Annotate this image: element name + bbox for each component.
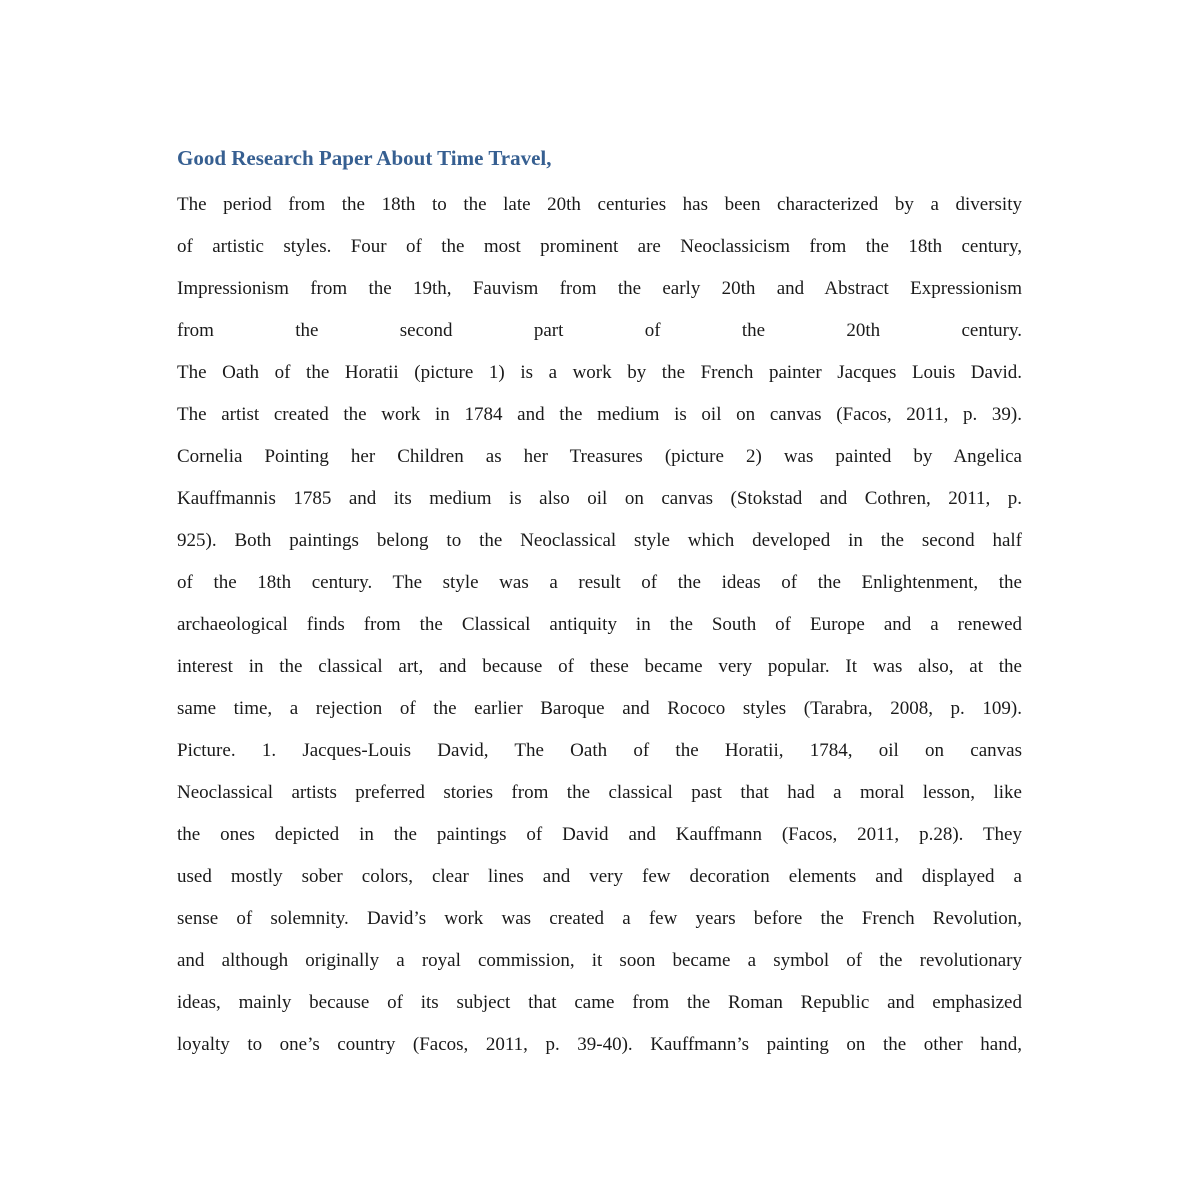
text-line: of artistic styles. Four of the most prominent are Neoclassicism from the 18th century, <box>177 236 1022 257</box>
text-line: Impressionism from the 19th, Fauvism from the early 20th and Abstract Expressionism <box>177 278 1022 299</box>
text-line: from the second part of the 20th century. <box>177 320 1022 341</box>
text-line: sense of solemnity. David’s work was created a few years before the French Revolution, <box>177 908 1022 929</box>
text-line: The Oath of the Horatii (picture 1) is a work by the French painter Jacques Louis David. <box>177 362 1022 383</box>
text-line: Cornelia Pointing her Children as her Treasures (picture 2) was painted by Angelica <box>177 446 1022 467</box>
text-line: Neoclassical artists preferred stories from the classical past that had a moral lesson, like <box>177 782 1022 803</box>
text-line: of the 18th century. The style was a result of the ideas of the Enlightenment, the <box>177 572 1022 593</box>
figure-caption: Picture. 1. Jacques-Louis David, The Oath of the Horatii, 1784, oil on canvas <box>177 740 1022 761</box>
document-title: Good Research Paper About Time Travel, <box>177 146 552 170</box>
text-line: the ones depicted in the paintings of David and Kauffmann (Facos, 2011, p.28). They <box>177 824 1022 845</box>
text-line: archaeological finds from the Classical antiquity in the South of Europe and a renewed <box>177 614 1022 635</box>
text-line: loyalty to one’s country (Facos, 2011, p. 39-40). Kauffmann’s painting on the other hand, <box>177 1034 1022 1055</box>
text-line: interest in the classical art, and because of these became very popular. It was also, at the <box>177 656 1022 677</box>
body-text <box>177 184 1022 1066</box>
text-line: 925). Both paintings belong to the Neoclassical style which developed in the second half <box>177 530 1022 551</box>
text-line: used mostly sober colors, clear lines and very few decoration elements and displayed a <box>177 866 1022 887</box>
text-line: same time, a rejection of the earlier Baroque and Rococo styles (Tarabra, 2008, p. 109). <box>177 698 1022 719</box>
text-line: Kauffmannis 1785 and its medium is also oil on canvas (Stokstad and Cothren, 2011, p. <box>177 488 1022 509</box>
text-line: ideas, mainly because of its subject that came from the Roman Republic and emphasized <box>177 992 1022 1013</box>
text-line: The period from the 18th to the late 20th centuries has been characterized by a diversity <box>177 194 1022 215</box>
text-line: and although originally a royal commission, it soon became a symbol of the revolutionary <box>177 950 1022 971</box>
text-line: The artist created the work in 1784 and the medium is oil on canvas (Facos, 2011, p. 39). <box>177 404 1022 425</box>
